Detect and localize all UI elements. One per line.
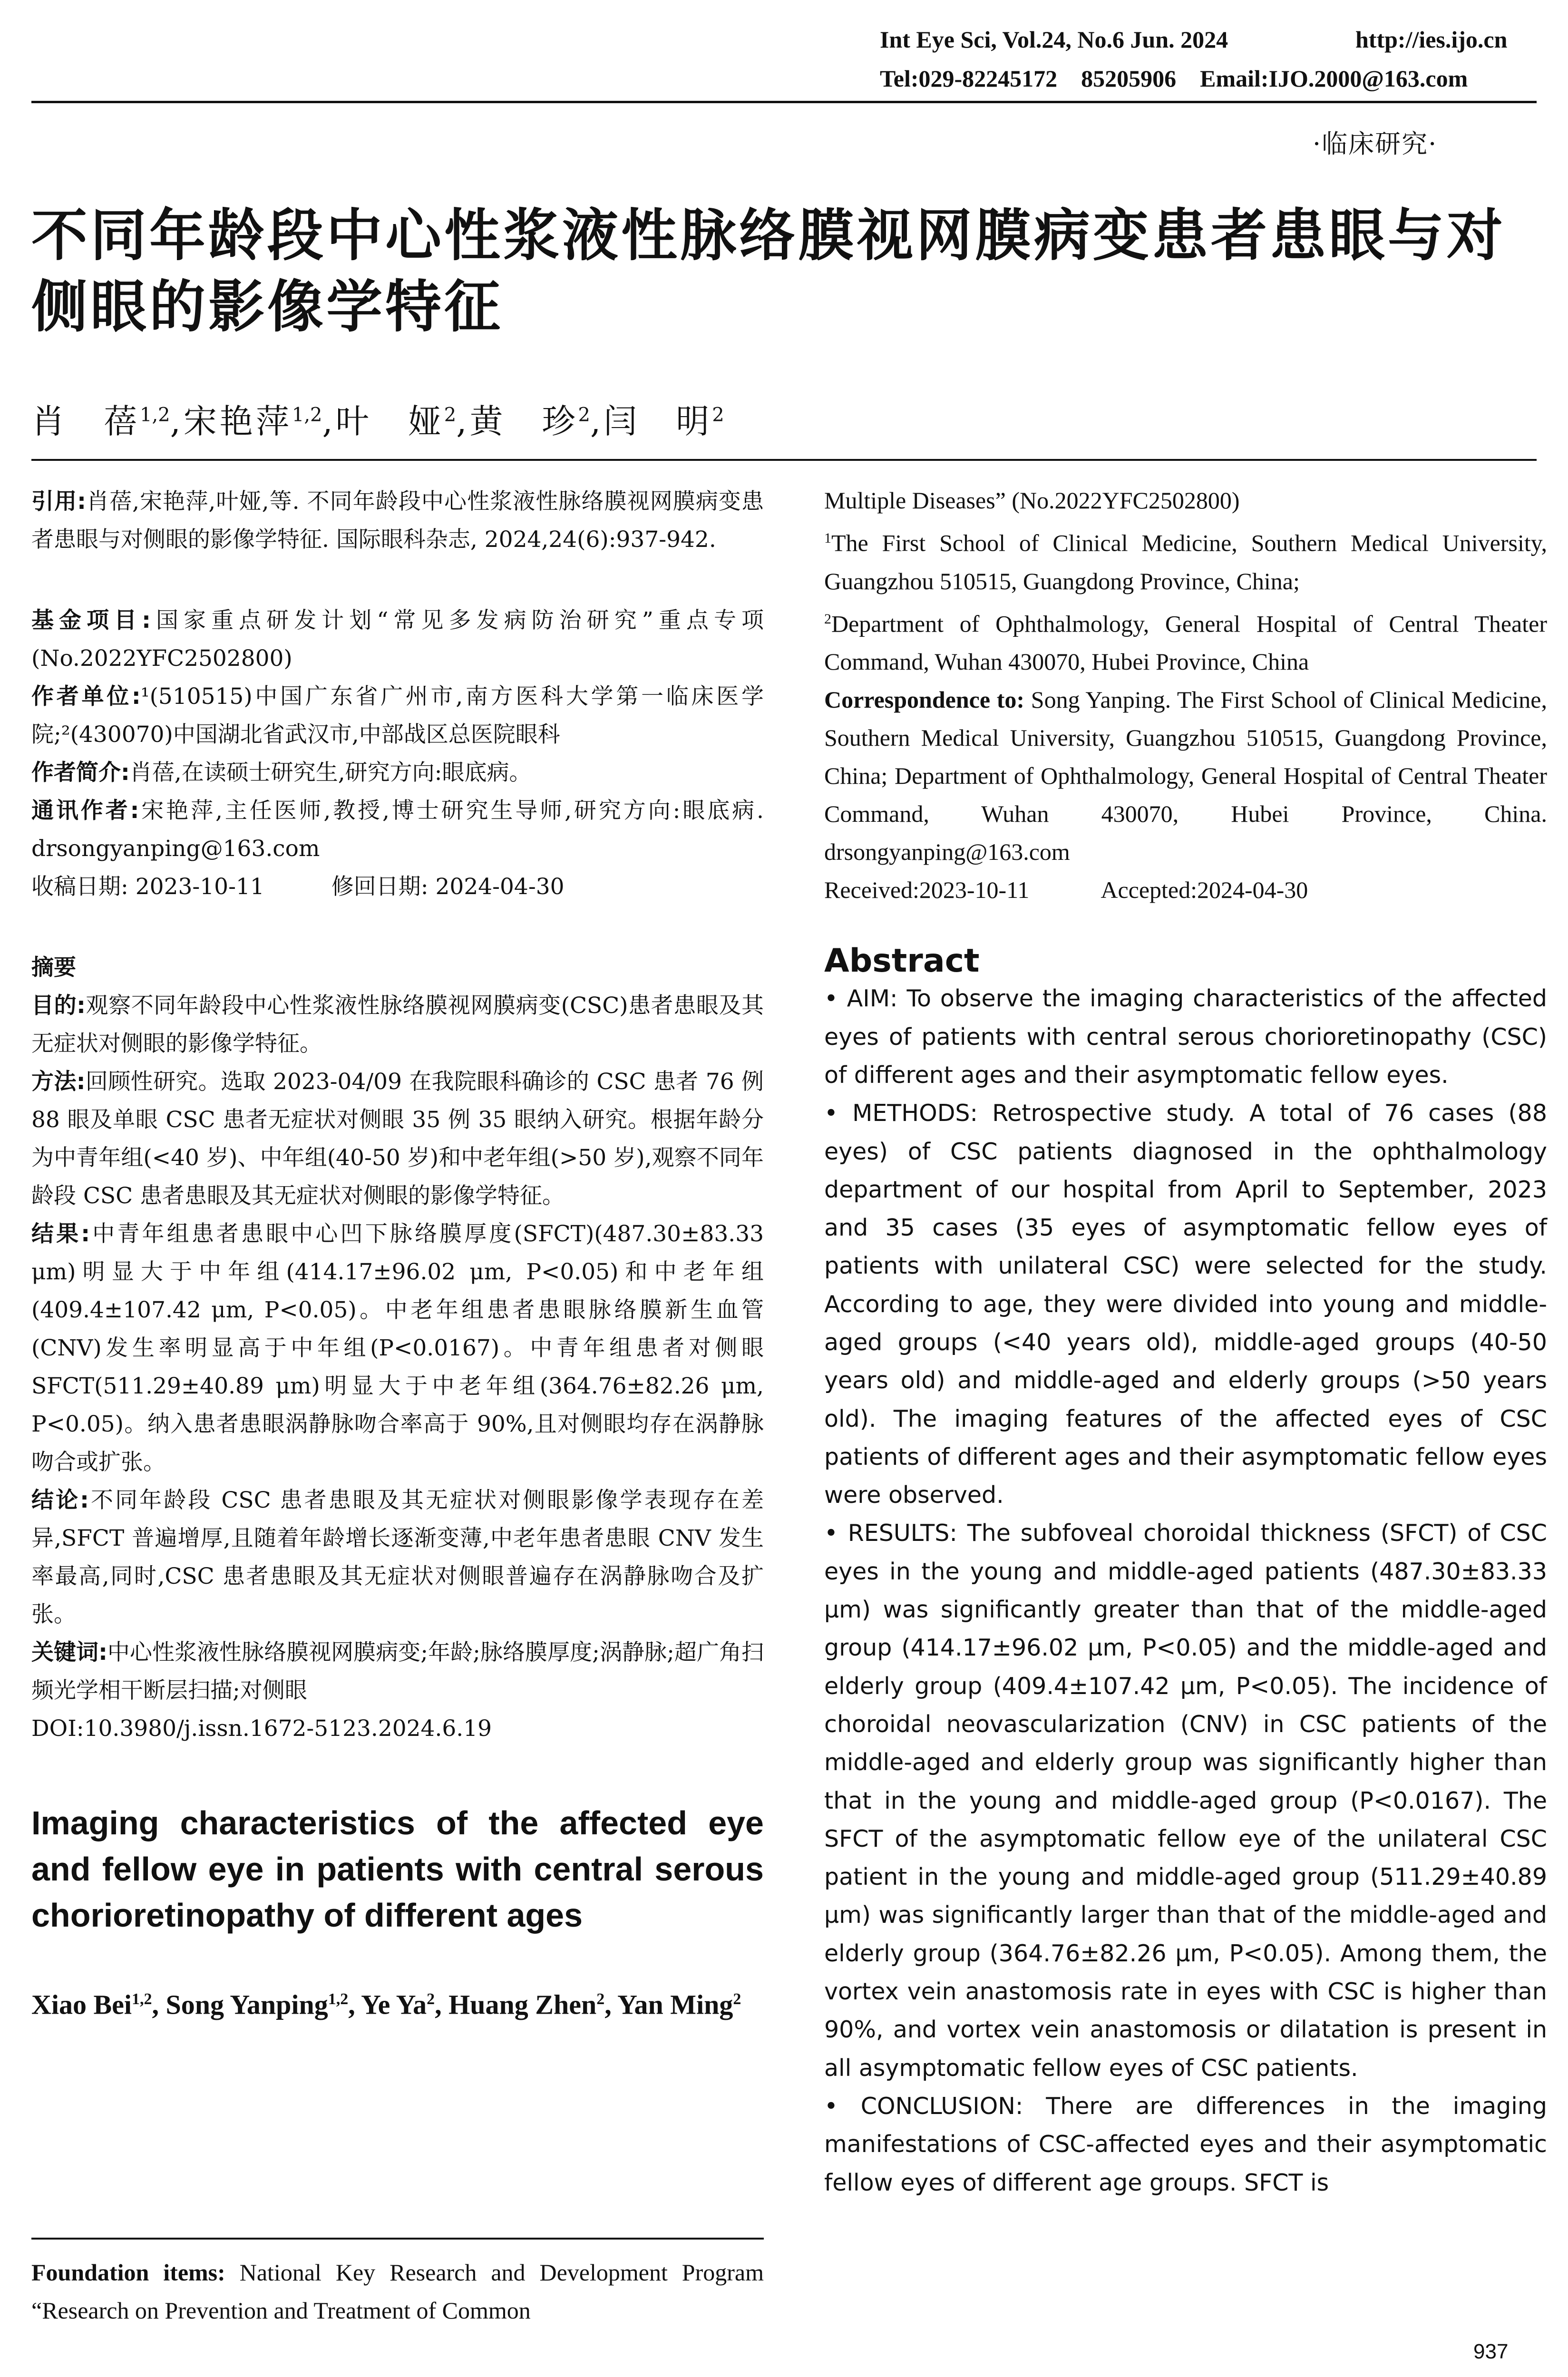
abstract-cn-methods <box>31 1063 764 1215</box>
authors-en <box>31 1977 764 2027</box>
author-en-separator: , <box>348 1989 361 2020</box>
bio-info <box>31 754 764 792</box>
foundation-en-cont: Multiple Diseases” (No.2022YFC2502800) <box>824 487 1240 514</box>
left-column <box>31 483 764 2027</box>
unit-text: ¹(510515)中国广东省广州市,南方医科大学第一临床医学院;²(430070)中国湖北省武汉市,中部战区总医院眼科 <box>31 683 764 748</box>
article-title-en: Imaging characteristics of the affected eye and fellow eye in patients with central serous chorioretinopathy of different ages <box>31 1804 764 1934</box>
abstract-cn-keywords <box>31 1634 764 1710</box>
author-en-affiliation-sup: 1,2 <box>328 1990 349 2008</box>
methods-en-label: • METHODS: <box>824 1100 978 1127</box>
author-cn-name: 黄 珍 <box>469 402 578 441</box>
author-cn-name: 闫 明 <box>604 402 712 441</box>
author-cn-separator: , <box>590 402 604 441</box>
author-en-name: Huang Zhen <box>448 1989 597 2020</box>
author-en-separator: , <box>152 1989 166 2020</box>
citation-label: 引用: <box>31 488 86 515</box>
conclusion-en-text: There are differences in the imaging manifestations of CSC-affected eyes and their asymptomatic fellow eyes of different age groups. SFCT is <box>824 2092 1547 2196</box>
affiliation-1-sup: 1 <box>824 530 831 546</box>
author-en-affiliation-sup: 1,2 <box>132 1990 152 2008</box>
corr-label: 通讯作者: <box>31 798 139 824</box>
affiliation-1 <box>824 519 1547 600</box>
header-rule <box>31 101 1537 103</box>
fund-info <box>31 602 764 678</box>
objective-label: 目的: <box>31 993 86 1019</box>
author-cn-name: 肖 蓓 <box>31 402 140 441</box>
citation-text: 肖蓓,宋艳萍,叶娅,等. 不同年龄段中心性浆液性脉络膜视网膜病变患者患眼与对侧眼的影像学特征. 国际眼科杂志, 2024,24(6):937-942. <box>31 488 764 553</box>
methods-en-text: Retrospective study. A total of 76 cases (88 eyes) of CSC patients diagnosed in the ophthalmology department of our hospital from April to September, 2023 and 35 cases (35 eyes of asymptomatic fellow eyes of patients with unilateral CSC) were selected for the study. According to age, they were divided into young and middle-aged groups (<40 years old), middle-aged groups (40-50 years old) and middle-aged and elderly groups (>50 years old). The imaging features of the affected eyes of CSC patients of different ages and their asymptomatic fellow eyes were observed. <box>824 1100 1547 1509</box>
author-en-name: Yan Ming <box>617 1989 733 2020</box>
fund-label: 基金项目: <box>31 607 151 633</box>
abstract-en-conclusion <box>824 2087 1547 2202</box>
correspondence-label: Correspondence to: <box>824 686 1025 713</box>
author-cn-separator: , <box>322 402 336 441</box>
abstract-cn-heading-text: 摘要 <box>31 955 76 981</box>
article-title-cn: 不同年龄段中心性浆液性脉络膜视网膜病变患者患眼与对侧眼的影像学特征 <box>31 203 1506 340</box>
dates-en: Received:2023-10-11 Accepted:2024-04-30 <box>824 877 1308 904</box>
foundation-en <box>31 2253 764 2329</box>
author-en-separator: , <box>604 1989 618 2020</box>
objective-text: 观察不同年龄段中心性浆液性脉络膜视网膜病变(CSC)患者患眼及其无症状对侧眼的影像学特征。 <box>31 993 764 1057</box>
aim-text: To observe the imaging characteristics of the affected eyes of patients with central serous chorioretinopathy (CSC) of different ages and their asymptomatic fellow eyes. <box>824 985 1547 1089</box>
author-cn-name: 宋艳萍 <box>183 402 292 441</box>
author-en-name: Song Yanping <box>166 1989 328 2020</box>
foundation-text: National Key Research and Development Program “Research on Prevention and Treatment of Common <box>31 2259 764 2324</box>
corr-info <box>31 792 764 868</box>
correspondence-text: Song Yanping. The First School of Clinical Medicine, Southern Medical University, Guangzhou 510515, Guangdong Province, China; Department of Ophthalmology, General Hospital of Central Theater Command, Wuhan 430070, Hubei Province, China. drsongyanping@163.com <box>824 686 1547 866</box>
journal-contact: Tel:029-82245172 85205906 Email:IJO.2000@163.com <box>880 65 1468 92</box>
keywords-label: 关键词: <box>31 1639 107 1666</box>
author-en-name: Ye Ya <box>361 1989 427 2020</box>
affiliation-1-text: The First School of Clinical Medicine, Southern Medical University, Guangzhou 510515, Guangdong Province, China; <box>824 529 1547 594</box>
page-number: 937 <box>1473 2340 1509 2363</box>
keywords-text: 中心性浆液性脉络膜视网膜病变;年龄;脉络膜厚度;涡静脉;超广角扫频光学相干断层扫描;对侧眼 <box>31 1639 764 1704</box>
author-cn-separator: , <box>456 402 470 441</box>
unit-info <box>31 678 764 754</box>
author-en-separator: , <box>435 1989 449 2020</box>
author-cn-affiliation-sup: 2 <box>444 404 457 426</box>
abstract-en-heading: Abstract <box>824 942 980 980</box>
citation <box>31 483 764 559</box>
corr-text: 宋艳萍,主任医师,教授,博士研究生导师,研究方向:眼底病. drsongyanping@163.com <box>31 798 764 862</box>
journal-url[interactable]: http://ies.ijo.cn <box>1355 26 1508 53</box>
title-rule <box>31 459 1537 461</box>
affiliation-2-sup: 2 <box>824 611 831 627</box>
fund-text: 国家重点研发计划“常见多发病防治研究”重点专项(No.2022YFC2502800) <box>31 607 764 672</box>
abstract-cn-heading <box>31 949 764 987</box>
abstract-en-aim <box>824 980 1547 1094</box>
affiliation-2 <box>824 600 1547 681</box>
right-column <box>824 481 1547 2202</box>
aim-label: • AIM: <box>824 985 898 1013</box>
author-en-affiliation-sup: 2 <box>427 1990 435 2008</box>
author-en-name: Xiao Bei <box>31 1989 132 2020</box>
author-en-affiliation-sup: 2 <box>733 1990 741 2008</box>
unit-label: 作者单位: <box>31 683 141 710</box>
correspondence-en <box>824 681 1547 871</box>
conclusion-label: 结论: <box>31 1487 89 1513</box>
footnote-rule <box>31 2238 764 2240</box>
foundation-label: Foundation items: <box>31 2259 225 2286</box>
methods-label: 方法: <box>31 1069 86 1095</box>
dates-cn: 收稿日期: 2023-10-11 修回日期: 2024-04-30 <box>31 874 565 900</box>
abstract-en-methods <box>824 1094 1547 1514</box>
results-label: 结果: <box>31 1221 90 1247</box>
author-cn-name: 叶 娅 <box>335 402 444 441</box>
doi[interactable]: DOI:10.3980/j.issn.1672-5123.2024.6.19 <box>31 1715 492 1742</box>
abstract-cn-objective <box>31 987 764 1063</box>
results-en-text: The subfoveal choroidal thickness (SFCT) of CSC eyes in the young and middle-aged patients (487.30±83.33 μm) was significantly greater than that of the middle-aged group (414.17±96.02 μm, P<0.05) and the middle-aged and elderly group (409.4±107.42 μm, P<0.05). The incidence of choroidal neovascularization (CNV) in CSC patients of the middle-aged and elderly group was significantly higher than that in the young and middle-aged group (P<0.0167). The SFCT of the asymptomatic fellow eye of the unilateral CSC patient in the young and middle-aged group (511.29±40.89 μm) was significantly larger than that of the middle-aged and elderly group (364.76±82.26 μm, P<0.05). Among them, the vortex vein anastomosis rate in eyes with CSC is higher than 90%, and vortex vein anastomosis or dilatation is present in all asymptomatic fellow eyes of CSC patients. <box>824 1520 1547 2082</box>
results-en-label: • RESULTS: <box>824 1520 957 1547</box>
conclusion-text: 不同年龄段 CSC 患者患眼及其无症状对侧眼影像学表现存在差异,SFCT 普遍增厚,且随着年龄增长逐渐变薄,中老年患者患眼 CNV 发生率最高,同时,CSC 患者患眼及其无症状对侧眼普遍存在涡静脉吻合及扩张。 <box>31 1487 764 1627</box>
results-text: 中青年组患者患眼中心凹下脉络膜厚度(SFCT)(487.30±83.33 μm)明显大于中年组(414.17±96.02 μm, P<0.05)和中老年组(409.4±107.42 μm, P<0.05)。中老年组患者患眼脉络膜新生血管(CNV)发生率明显高于中年组(P<0.0167)。中青年组患者对侧眼 SFCT(511.29±40.89 μm)明显大于中老年组(364.76±82.26 μm, P<0.05)。纳入患者患眼涡静脉吻合率高于 90%,且对侧眼均存在涡静脉吻合或扩张。 <box>31 1221 764 1475</box>
bio-text: 肖蓓,在读硕士研究生,研究方向:眼底病。 <box>129 760 532 786</box>
methods-text: 回顾性研究。选取 2023-04/09 在我院眼科确诊的 CSC 患者 76 例 88 眼及单眼 CSC 患者无症状对侧眼 35 例 35 眼纳入研究。根据年龄分为中青年组(<40 岁)、中年组(40-50 岁)和中老年组(>50 岁),观察不同年龄段 CSC 患者患眼及其无症状对侧眼的影像学特征。 <box>31 1069 764 1209</box>
abstract-cn-conclusion <box>31 1481 764 1634</box>
bio-label: 作者简介: <box>31 760 130 786</box>
conclusion-en-label: • CONCLUSION: <box>824 2092 1023 2120</box>
author-cn-affiliation-sup: 2 <box>712 404 724 426</box>
author-cn-affiliation-sup: 1,2 <box>292 404 322 426</box>
author-cn-affiliation-sup: 2 <box>578 404 590 426</box>
section-tag: ·临床研究· <box>1313 129 1438 159</box>
abstract-cn-results <box>31 1215 764 1481</box>
authors-cn <box>31 395 724 443</box>
author-cn-separator: , <box>170 402 184 441</box>
journal-info: Int Eye Sci, Vol.24, No.6 Jun. 2024 <box>880 26 1228 53</box>
author-en-affiliation-sup: 2 <box>596 1990 605 2008</box>
affiliation-2-text: Department of Ophthalmology, General Hospital of Central Theater Command, Wuhan 430070, Hubei Province, China <box>824 610 1547 675</box>
author-cn-affiliation-sup: 1,2 <box>140 404 170 426</box>
abstract-en-results <box>824 1514 1547 2087</box>
